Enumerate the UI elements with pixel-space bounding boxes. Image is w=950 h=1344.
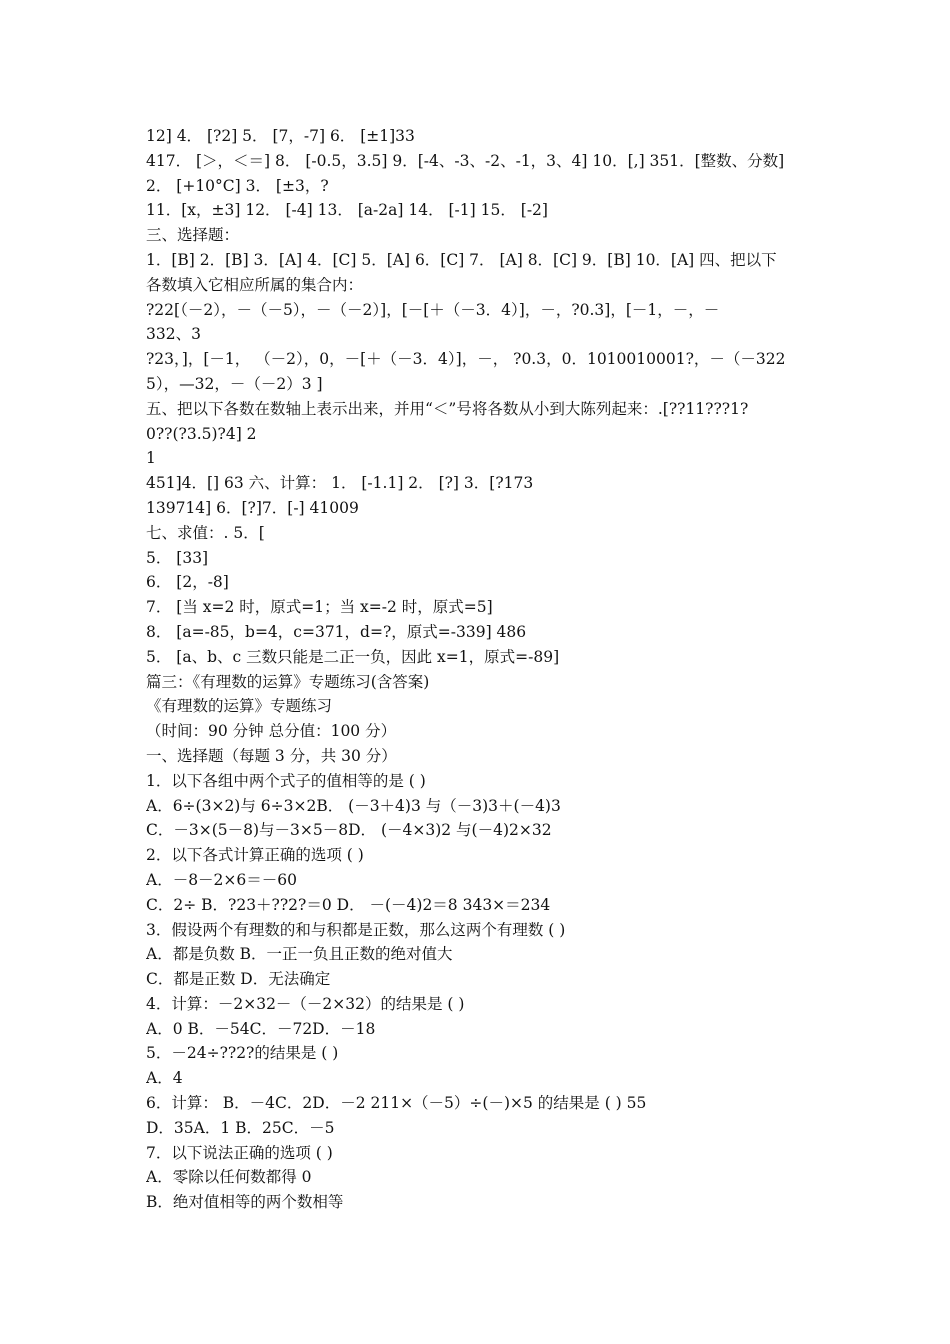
text-line: 各数填入它相应所属的集合内： <box>146 275 364 294</box>
option-line: C．－3×(5－8)与－3×5－8D． (－4×3)2 与(－4)2×32 <box>146 821 552 840</box>
question-line: 6．计算： B．－4C．2D．－2 211×（－5）÷(－)×5 的结果是 ( ) 55 <box>146 1094 647 1113</box>
text-line: 5． [a、b、c 三数只能是二正一负，因此 x=1，原式=-89] <box>146 647 560 666</box>
text-line: 139714] 6．[?]7．[-] 41009 <box>146 498 359 517</box>
text-line: 417． [＞，＜＝] 8． [-0.5，3.5] 9．[-4、-3、-2、-1，3、4] 10．[,] 351．[整数、分数] <box>146 151 785 170</box>
section-heading: 三、选择题： <box>146 226 240 245</box>
document-body <box>146 124 810 1215</box>
question-line: 2．以下各式计算正确的选项 ( ) <box>146 846 364 865</box>
option-line: B．绝对值相等的两个数相等 <box>146 1193 344 1212</box>
text-line: 5． [33] <box>146 548 209 567</box>
option-line: C．2÷ B．?23＋??2?＝0 D． －(－4)2＝8 343×＝234 <box>146 895 551 914</box>
text-line: 6． [2，-8] <box>146 573 229 592</box>
text-line: 七、求值：. 5．[ <box>146 523 265 542</box>
text-line: 8． [a=-85，b=4，c=371，d=?，原式=-339] 486 <box>146 622 527 641</box>
text-line: （时间：90 分钟 总分值：100 分） <box>146 722 397 741</box>
text-line: 5），—32，－（－2）3 ] <box>146 374 323 393</box>
option-line: A．6÷(3×2)与 6÷3×2B． (－3＋4)3 与（－3)3＋(－4)3 <box>146 796 561 815</box>
text-line: 7． [当 x=2 时，原式=1；当 x=-2 时，原式=5] <box>146 598 493 617</box>
text-line: ?23，]，[－1， （－2），0，－[＋（－3．4）]，－， ?0.3，0．1010010001?，－（－322 <box>146 350 786 369</box>
text-line: 1．[B] 2．[B] 3．[A] 4．[C] 5．[A] 6．[C] 7． [A] 8．[C] 9．[B] 10．[A] 四、把以下 <box>146 250 777 269</box>
text-line: 2． [+10°C] 3． [±3，? <box>146 176 329 195</box>
option-line: A．都是负数 B．一正一负且正数的绝对值大 <box>146 945 453 964</box>
text-line: 11．[x，±3] 12． [-4] 13． [a-2a] 14． [-1] 15． [-2] <box>146 201 548 220</box>
option-line: A．零除以任何数都得 0 <box>146 1168 312 1187</box>
option-line: A．4 <box>146 1069 183 1088</box>
section-heading: 篇三：《有理数的运算》专题练习(含答案) <box>146 672 430 691</box>
question-line: 4．计算：－2×32－（－2×32）的结果是 ( ) <box>146 994 465 1013</box>
text-line: 五、把以下各数在数轴上表示出来，并用“＜”号将各数从小到大陈列起来：.[??11???1? <box>146 399 749 418</box>
text-line: 0??(?3.5)?4] 2 <box>146 424 257 443</box>
document-title: 《有理数的运算》专题练习 <box>146 697 333 716</box>
question-line: 5．－24÷??2?的结果是 ( ) <box>146 1044 339 1063</box>
question-line: 3．假设两个有理数的和与积都是正数，那么这两个有理数 ( ) <box>146 920 566 939</box>
text-line: 451]4．[] 63 六、计算： 1． [-1.1] 2． [?] 3．[?173 <box>146 474 534 493</box>
question-line: 7．以下说法正确的选项 ( ) <box>146 1143 333 1162</box>
text-line: ?22[（－2），－（－5），－（－2）]，[－[＋（－3．4）]，－，?0.3]，[－1，－，－ <box>146 300 720 319</box>
text-line: 1 <box>146 449 156 468</box>
text-line: 12] 4． [?2] 5． [7，-7] 6． [±1]33 <box>146 127 415 145</box>
option-line: A．－8－2×6＝－60 <box>146 870 297 889</box>
text-line: 332、3 <box>146 325 201 344</box>
option-line: A．0 B．－54C．－72D．－18 <box>146 1019 376 1038</box>
question-line: 1．以下各组中两个式子的值相等的是 ( ) <box>146 771 426 790</box>
option-line: C．都是正数 D．无法确定 <box>146 970 331 989</box>
section-heading: 一、选择题（每题 3 分，共 30 分） <box>146 746 397 765</box>
option-line: D．35A．1 B．25C．－5 <box>146 1118 335 1137</box>
